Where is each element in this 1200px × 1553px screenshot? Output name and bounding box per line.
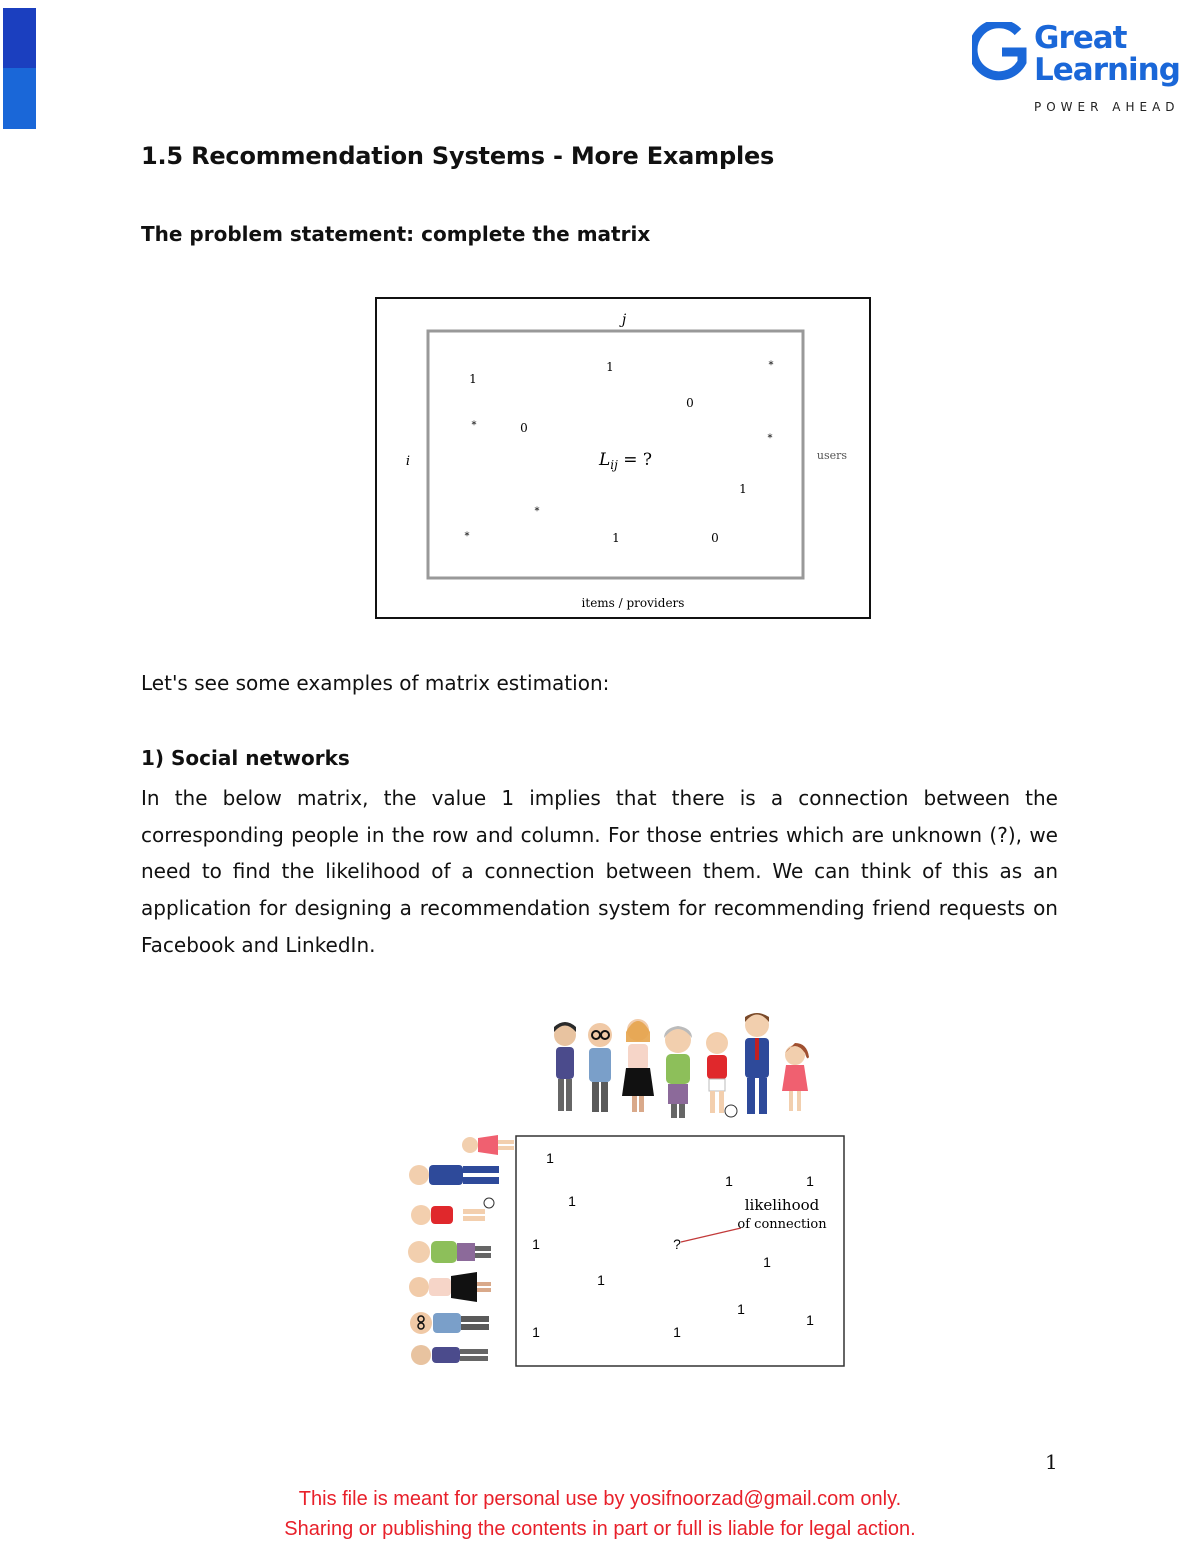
social-entry: 1	[673, 1324, 681, 1340]
social-entry: 1	[568, 1193, 576, 1209]
page-number: 1	[1045, 1450, 1058, 1474]
people-row-illustration	[408, 1135, 514, 1365]
social-entry: 1	[763, 1254, 771, 1270]
social-entry: 1	[806, 1312, 814, 1328]
matrix-entry: 1	[606, 360, 614, 374]
social-entry: 1	[725, 1173, 733, 1189]
matrix-entry: 0	[711, 531, 719, 545]
matrix-entry: *	[464, 531, 470, 542]
section-heading-social-networks: 1) Social networks	[141, 746, 350, 770]
intro-text: Let's see some examples of matrix estimation:	[141, 671, 610, 695]
footer-notice	[0, 1484, 1200, 1544]
matrix-entry: 0	[520, 421, 528, 435]
logo-word-great: Great	[1034, 20, 1127, 56]
matrix-entry: 1	[469, 372, 477, 386]
logo-word-learning: Learning	[1034, 52, 1180, 88]
logo-g-icon	[972, 22, 1028, 84]
matrix-figure	[375, 297, 871, 619]
footer-line-1: This file is meant for personal use by yosifnoorzad@gmail.com only.	[298, 1488, 902, 1510]
header-accent-bar	[3, 8, 36, 129]
social-entry: 1	[546, 1150, 554, 1166]
social-entry: 1	[532, 1236, 540, 1252]
social-entry: 1	[737, 1301, 745, 1317]
likelihood-annotation-line2: of connection	[737, 1217, 827, 1232]
center-formula: $L_{ij}$ = ?	[599, 450, 653, 472]
logo-tagline: POWER AHEAD	[1034, 100, 1180, 114]
items-providers-label: items / providers	[581, 596, 685, 610]
matrix-entry: 1	[612, 531, 620, 545]
social-entry: 1	[806, 1173, 814, 1189]
unknown-entry: ?	[673, 1236, 681, 1252]
column-index-label: j	[621, 312, 627, 328]
section-paragraph: In the below matrix, the value 1 implies that there is a connection between the corresponding people in the row and column. For those entries which are unknown (?), we need to find the likelihood of a connection between them. We can think of this as an application for designing a recommendation system for recommending friend requests on Facebook and LinkedIn.	[141, 786, 1058, 957]
problem-statement: The problem statement: complete the matrix	[141, 222, 651, 246]
row-index-label: i	[405, 454, 411, 469]
matrix-entry: 1	[739, 482, 747, 496]
page-title: 1.5 Recommendation Systems - More Examples	[141, 142, 775, 170]
matrix-entry: 0	[686, 396, 694, 410]
matrix-entry: *	[768, 360, 774, 371]
users-label: users	[816, 449, 848, 462]
footer-line-2: Sharing or publishing the contents in part or full is liable for legal action.	[284, 1518, 916, 1540]
social-network-figure	[395, 1005, 845, 1370]
people-column-illustration	[554, 1013, 809, 1118]
matrix-diagram	[377, 299, 868, 616]
great-learning-logo	[972, 20, 1187, 120]
matrix-entry: *	[534, 506, 540, 517]
social-entry: 1	[532, 1324, 540, 1340]
matrix-entry: *	[471, 420, 477, 431]
social-entry: 1	[597, 1272, 605, 1288]
likelihood-annotation-line1: likelihood	[744, 1196, 820, 1214]
social-matrix-diagram	[395, 1005, 845, 1370]
matrix-entry: *	[767, 433, 773, 444]
